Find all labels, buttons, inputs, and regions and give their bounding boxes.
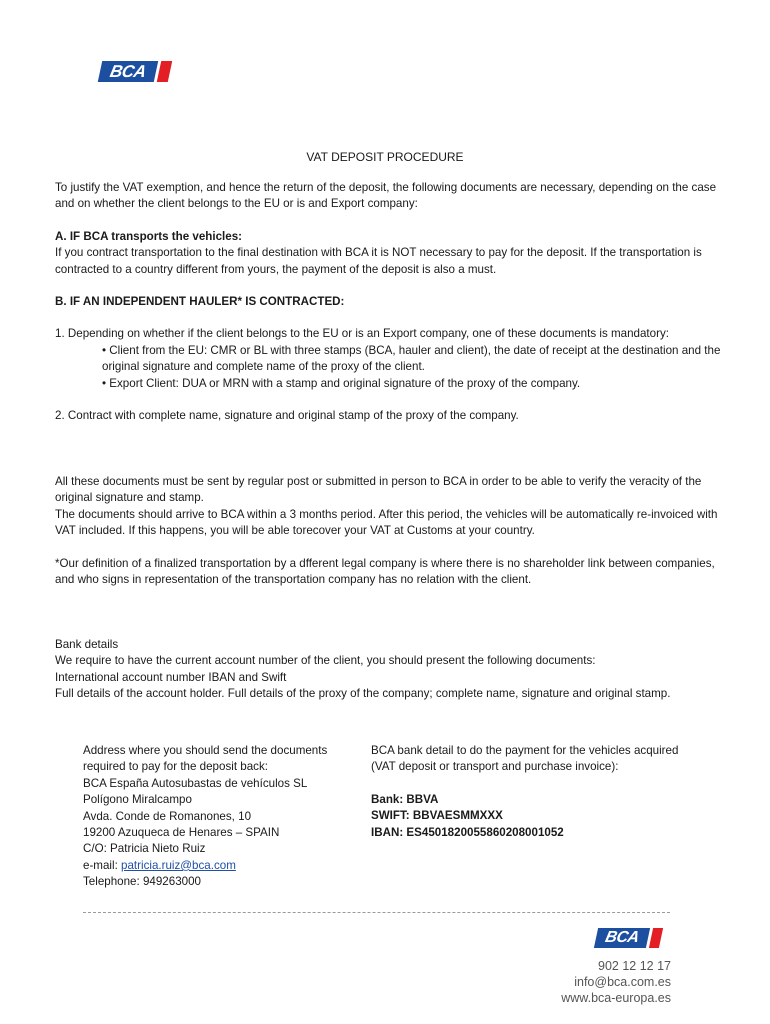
address-city: 19200 Azuqueca de Henares – SPAIN bbox=[83, 826, 280, 840]
footer-divider bbox=[83, 912, 670, 913]
email-label: e-mail: bbox=[83, 858, 122, 872]
bullet-export-client: • Export Client: DUA or MRN with a stamp and original signature of the proxy of the company. bbox=[102, 376, 581, 390]
notes-paragraph-2: The documents should arrive to BCA within a 3 months period. After this period, the vehicles will be automatically re-invoiced with VAT included. If this happens, you will be able torecover your VAT at Customs at your country. bbox=[55, 507, 718, 538]
bank-details-line-1: We require to have the current account number of the client, you should present the following documents: bbox=[55, 654, 596, 668]
address-street: Avda. Conde de Romanones, 10 bbox=[83, 809, 252, 823]
bank-details-line-3: Full details of the account holder. Full details of the proxy of the company; complete name, signature and original stamp. bbox=[55, 687, 671, 701]
section-b bbox=[55, 294, 725, 424]
footer-contact bbox=[561, 958, 671, 1006]
bank-account-details bbox=[371, 743, 691, 841]
footer-email[interactable]: info@bca.com.es bbox=[574, 975, 671, 989]
bank-swift: SWIFT: BBVAESMMXXX bbox=[371, 809, 503, 823]
section-b-point-1: 1. Depending on whether if the client belongs to the EU or is an Export company, one of these documents is mandatory: bbox=[55, 327, 669, 341]
logo-stripe bbox=[157, 61, 172, 82]
address-company: BCA España Autosubastas de vehículos SL bbox=[83, 776, 308, 790]
address-heading: Address where you should send the documents required to pay for the deposit back: bbox=[83, 744, 328, 774]
address-attn: C/O: Patricia Nieto Ruiz bbox=[83, 842, 206, 856]
footnote: *Our definition of a finalized transportation by a dfferent legal company is where there is no shareholder link between companies, and who signs in representation of the transportation company has no relation with the client. bbox=[55, 556, 715, 587]
bca-logo-footer bbox=[596, 928, 661, 948]
logo-footer-stripe bbox=[649, 928, 663, 948]
bank-name: Bank: BBVA bbox=[371, 792, 439, 806]
address-phone: Telephone: 949263000 bbox=[83, 875, 201, 889]
bank-details-heading: Bank details bbox=[55, 638, 119, 651]
mailing-address bbox=[83, 743, 368, 891]
bank-iban: IBAN: ES4501820055860208001052 bbox=[371, 825, 564, 839]
notes-paragraph-1: All these documents must be sent by regular post or submitted in person to BCA in order to be able to verify the veracity of the original signature and stamp. bbox=[55, 475, 702, 505]
bank-details-line-2: International account number IBAN and Swift bbox=[55, 670, 287, 684]
document-title: VAT DEPOSIT PROCEDURE bbox=[306, 150, 464, 164]
notes bbox=[55, 474, 725, 588]
bullet-eu-client: • Client from the EU: CMR or BL with three stamps (BCA, hauler and client), the date of receipt at the destination and the original signature and complete name of the proxy of the client. bbox=[102, 343, 721, 374]
section-b-point-2: 2. Contract with complete name, signature and original stamp of the proxy of the company. bbox=[55, 409, 519, 423]
address-area: Polígono Miralcampo bbox=[83, 793, 192, 807]
bca-logo-footer-text: BCA bbox=[594, 928, 650, 948]
bank-details-section bbox=[55, 637, 725, 703]
address-email-line bbox=[83, 858, 368, 874]
email-link[interactable]: patricia.ruiz@bca.com bbox=[121, 858, 236, 872]
bca-logo bbox=[100, 61, 170, 82]
section-b-heading: B. IF AN INDEPENDENT HAULER* IS CONTRACTED: bbox=[55, 295, 345, 308]
section-a-body: If you contract transportation to the final destination with BCA it is NOT necessary to pay for the deposit. If the transportation is contracted to a country different from yours, the payment of the deposit is also a must. bbox=[55, 246, 702, 276]
section-a bbox=[55, 229, 725, 278]
bca-logo-text: BCA bbox=[98, 61, 158, 82]
section-a-heading: A. IF BCA transports the vehicles: bbox=[55, 230, 243, 243]
footer-website[interactable]: www.bca-europa.es bbox=[561, 991, 671, 1005]
intro-text: To justify the VAT exemption, and hence the return of the deposit, the following documents are necessary, depending on the case and on whether the client belongs to the EU or is and Export company: bbox=[55, 181, 717, 211]
footer-phone: 902 12 12 17 bbox=[598, 959, 671, 973]
bank-heading: BCA bank detail to do the payment for the vehicles acquired (VAT deposit or transport and purchase invoice): bbox=[371, 744, 679, 774]
intro-paragraph bbox=[55, 180, 725, 213]
